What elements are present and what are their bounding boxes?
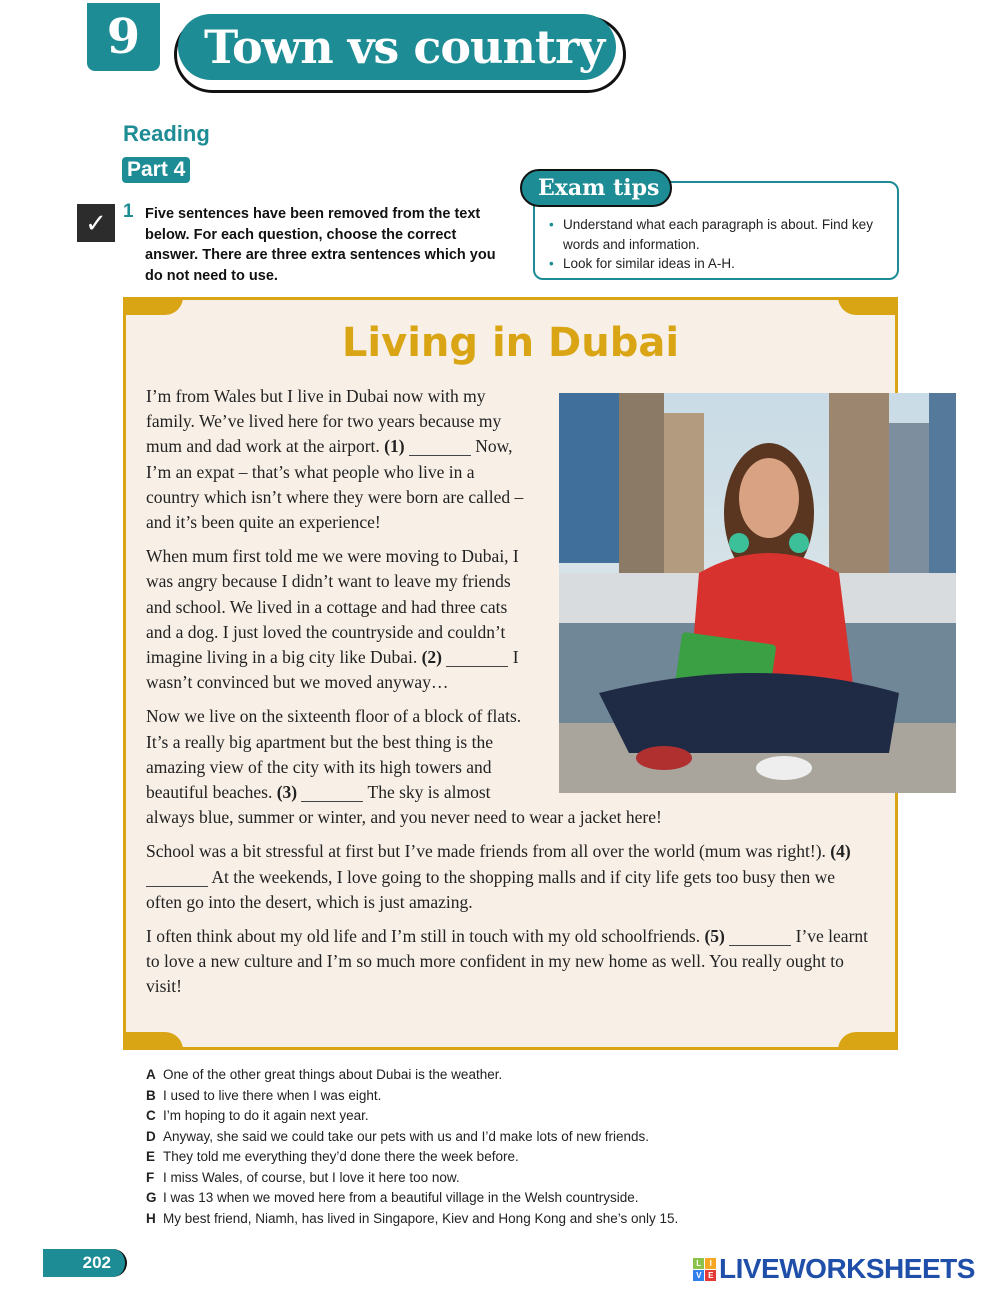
- corner-decoration: [123, 297, 183, 315]
- option-item: E They told me everything they’d done there the week before.: [146, 1149, 519, 1164]
- answer-options: [146, 1065, 678, 1229]
- exam-tips-label: Exam tips: [520, 169, 672, 207]
- option-item: H My best friend, Niamh, has lived in Singapore, Kiev and Hong Kong and she’s only 15.: [146, 1210, 679, 1226]
- paragraph: When mum first told me we were moving to Dubai, I was angry because I didn’t want to leave my friends and school. We lived in a cottage and had three cats and a dog. I just loved the countryside and couldn’t imagine living in a big city like Dubai. (2) I wasn’t convinced but we moved anyway…: [146, 546, 519, 693]
- answer-input-1[interactable]: [409, 440, 471, 456]
- logo-text: LIVEWORKSHEETS: [719, 1253, 975, 1284]
- liveworksheets-logo[interactable]: [693, 1253, 975, 1285]
- paragraph: Now we live on the sixteenth floor of a block of flats. It’s a really big apartment but the best thing is the amazing view of the city with its high towers and beautiful beaches. (3) The sky is almost always blue, summer or winter, and you never need to wear a jacket here!: [146, 706, 662, 828]
- page-title: Town vs country: [178, 14, 616, 80]
- tip-item: • Look for similar ideas in A-H.: [549, 254, 889, 274]
- part-badge: Part 4: [122, 157, 190, 183]
- option-item: D Anyway, she said we could take our pets with us and I’d make lots of new friends.: [146, 1128, 649, 1144]
- check-button[interactable]: [77, 204, 115, 242]
- corner-decoration: [123, 1032, 183, 1050]
- option-item: C I’m hoping to do it again next year.: [146, 1108, 369, 1123]
- answer-input-2[interactable]: [446, 651, 508, 667]
- task-instruction: Five sentences have been removed from the text below. For each question, choose the correct answer. There are three extra sentences which you do not need to use.: [145, 206, 496, 284]
- section-heading: Reading: [123, 121, 210, 146]
- task-number: 1: [123, 201, 134, 222]
- logo-tiles-icon: L I V E: [693, 1258, 716, 1281]
- option-item: B I used to live there when I was eight.: [146, 1087, 382, 1103]
- girl-in-dubai-photo: [559, 393, 956, 793]
- corner-decoration: [838, 1032, 898, 1050]
- option-item: F I miss Wales, of course, but I love it here too now.: [146, 1169, 460, 1185]
- option-item: G I was 13 when we moved here from a beautiful village in the Welsh countryside.: [146, 1190, 639, 1205]
- answer-input-3[interactable]: [301, 786, 363, 802]
- paragraph: School was a bit stressful at first but I’ve made friends from all over the world (mum was right!). (4) At the weekends, I love going to the shopping malls and if city life gets too busy then we often go into the desert, which is just amazing.: [146, 841, 851, 912]
- tip-item: • Understand what each paragraph is about. Find key words and information.: [549, 215, 889, 254]
- unit-number: 9: [87, 3, 160, 71]
- answer-input-5[interactable]: [729, 930, 791, 946]
- paragraph: I’m from Wales but I live in Dubai now with my family. We’ve lived here for two years because my mum and dad work at the airport. (1) Now, I’m an expat – that’s what people who live in a country which isn’t where they were born are called – and it’s been quite an experience!: [146, 386, 524, 533]
- page-number: 202: [43, 1249, 127, 1277]
- checkmark-icon: ✓: [85, 208, 107, 238]
- answer-input-4[interactable]: [146, 871, 208, 887]
- paragraph: I often think about my old life and I’m still in touch with my old schoolfriends. (5) I’ve learnt to love a new culture and I’m so much more confident in my new home as well. You really ought to visit!: [146, 926, 869, 997]
- article-title: Living in Dubai: [341, 320, 680, 366]
- corner-decoration: [838, 297, 898, 315]
- option-item: A One of the other great things about Dubai is the weather.: [146, 1067, 503, 1082]
